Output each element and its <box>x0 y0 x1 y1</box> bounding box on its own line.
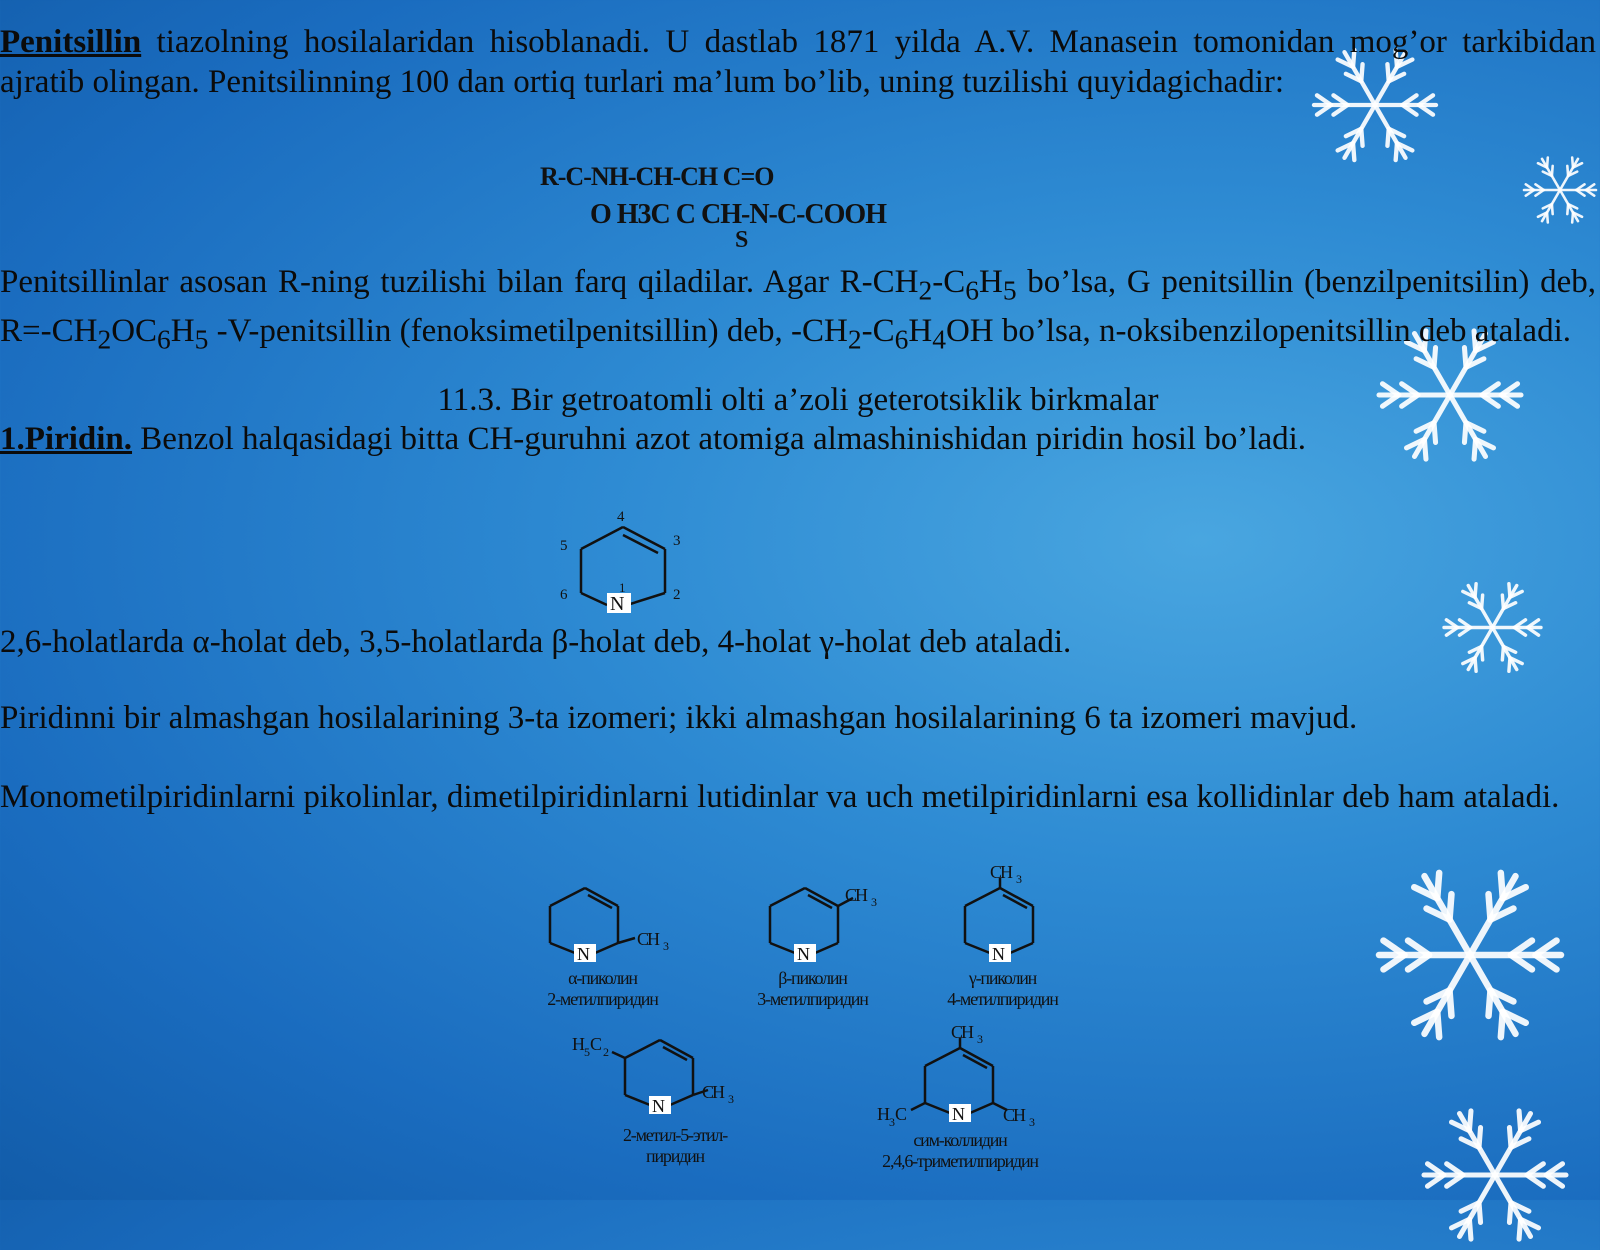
text-run: -V-penitsillin (fenoksimetilpenitsillin) deb, -CH <box>208 312 848 349</box>
formula-line-1: R-C-NH-CH-CH C=O <box>540 162 774 191</box>
subscript: 3 <box>1029 1115 1035 1129</box>
snowflake-icon <box>1375 860 1565 1050</box>
text-run: OH bo’lsa, n-oksibenzilopenitsillin deb ataladi. <box>945 312 1571 349</box>
methyl-ethyl-pyridine-structure <box>570 1034 750 1120</box>
collidine-structure <box>875 1022 1075 1129</box>
subscript: 3 <box>728 1092 734 1106</box>
alpha-picoline-caption <box>500 968 705 1010</box>
position-label-3: 3 <box>673 533 681 549</box>
subscript: 2 <box>97 323 112 355</box>
compound-name: γ-пиколин <box>968 968 1037 988</box>
text-run: Penitsillinlar asosan R-ning tuzilishi bilan farq qiladilar. Agar R-CH <box>0 264 919 300</box>
subscript: 3 <box>977 1032 983 1046</box>
nitrogen-label: N <box>577 944 590 964</box>
paragraph-penicillin-types <box>0 262 1596 359</box>
text-run: H <box>170 312 195 349</box>
text-run: -C <box>932 264 966 300</box>
systematic-name: 4-метилпиридин <box>947 989 1058 1009</box>
paragraph-names: Monometilpiridinlarni pikolinlar, dimetilpiridinlarni lutidinlar va uch metilpiridinlarni esa kollidinlar deb ham ataladi. <box>0 779 1560 815</box>
compound-name-cont: пиридин <box>646 1146 704 1166</box>
subscript: 5 <box>1002 274 1017 306</box>
subscript: 3 <box>871 895 877 909</box>
subscript: 2 <box>918 274 933 306</box>
text-run: -C <box>861 312 895 349</box>
position-label-4: 4 <box>617 509 625 525</box>
pyridine-structure <box>545 505 695 620</box>
methyl-label: CH <box>845 885 867 905</box>
methyl-label: CH <box>702 1082 724 1102</box>
subscript: 4 <box>932 323 946 355</box>
position-label-1: 1 <box>619 580 626 595</box>
subscript: 2 <box>603 1045 609 1059</box>
snowflake-icon <box>1420 1100 1570 1250</box>
position-label-2: 2 <box>673 587 681 603</box>
methyl-label: CH <box>990 862 1012 882</box>
subscript: 6 <box>894 323 909 355</box>
beta-picoline-caption <box>710 968 915 1010</box>
compound-name: α-пиколин <box>568 968 637 988</box>
nitrogen-label: N <box>797 944 810 964</box>
subscript: 6 <box>157 323 171 355</box>
compound-name: сим-коллидин <box>913 1130 1007 1150</box>
position-label-6: 6 <box>560 587 568 603</box>
position-label-5: 5 <box>560 538 568 554</box>
collidine-caption <box>840 1130 1080 1172</box>
formula-line-3: S <box>735 227 749 253</box>
nitrogen-label: N <box>952 1104 965 1124</box>
text-run: H <box>908 312 933 349</box>
methyl-ethyl-pyridine-caption <box>570 1125 780 1167</box>
methyl-label: C <box>895 1104 908 1124</box>
subscript: 2 <box>847 323 862 355</box>
compound-name: β-пиколин <box>778 968 847 988</box>
paragraph-pyridine <box>0 419 1596 459</box>
beta-picoline-structure <box>765 885 905 968</box>
snowflake-icon <box>1520 150 1600 230</box>
nitrogen-label: N <box>992 944 1005 964</box>
subscript: 5 <box>584 1045 590 1059</box>
methyl-label: H <box>877 1104 890 1124</box>
text-run: H <box>978 264 1003 300</box>
paragraph-isomers: Piridinni bir almashgan hosilalarining 3-ta izomeri; ikki almashgan hosilalarining 6 ta izomeri mavjud. <box>0 700 1358 736</box>
systematic-name: 2,4,6-триметилпиридин <box>882 1151 1038 1171</box>
gamma-picoline-caption <box>900 968 1105 1010</box>
subscript: 6 <box>965 274 979 306</box>
compound-name: 2-метил-5-этил- <box>622 1125 728 1145</box>
subscript: 3 <box>1016 872 1022 886</box>
systematic-name: 2-метилпиридин <box>547 989 658 1009</box>
subscript: 5 <box>194 323 209 355</box>
paragraph-text: tiazolning hosilalaridan hisoblanadi. U dastlab 1871 yilda A.V. Manasein tomonidan mog’or tarkibidan ajratib olingan. Penitsilinning 100 dan ortiq turlari ma’lum bo’lib, uning tuzilishi quyidagichadir: <box>0 24 1596 100</box>
paragraph-text: Benzol halqasidagi bitta CH-guruhni azot atomiga almashinishidan piridin hosil bo’ladi. <box>132 421 1307 457</box>
penicillin-structure <box>540 155 1080 253</box>
methyl-label: CH <box>951 1022 973 1042</box>
text-run: OC <box>111 312 158 349</box>
subscript: 3 <box>889 1115 895 1129</box>
formula-line-2: O H3C C CH-N-C-COOH <box>590 199 886 230</box>
alpha-picoline-structure <box>545 888 685 968</box>
ethyl-label: H <box>572 1034 585 1054</box>
gamma-picoline-structure <box>960 862 1100 968</box>
methyl-label: CH <box>637 929 659 949</box>
nitrogen-label: N <box>652 1096 665 1116</box>
paragraph-positions: 2,6-holatlarda α-holat deb, 3,5-holatlarda β-holat deb, 4-holat γ-holat deb ataladi. <box>0 624 1072 660</box>
section-heading: 11.3. Bir getroatomli olti a’zoli geterotsiklik birkmalar <box>437 382 1159 418</box>
term-penitsillin: Penitsillin <box>0 24 142 60</box>
text-run: bo’lsa, G penitsillin (benzilpenitsilin) deb, R=-CH <box>0 264 1596 349</box>
paragraph-penicillin-intro <box>0 22 1596 102</box>
subscript: 3 <box>663 939 669 953</box>
nitrogen-label: N <box>610 593 625 615</box>
term-piridin: 1.Piridin. <box>0 421 133 457</box>
ethyl-label: C <box>590 1034 603 1054</box>
systematic-name: 3-метилпиридин <box>757 989 868 1009</box>
methyl-label: CH <box>1003 1105 1025 1125</box>
